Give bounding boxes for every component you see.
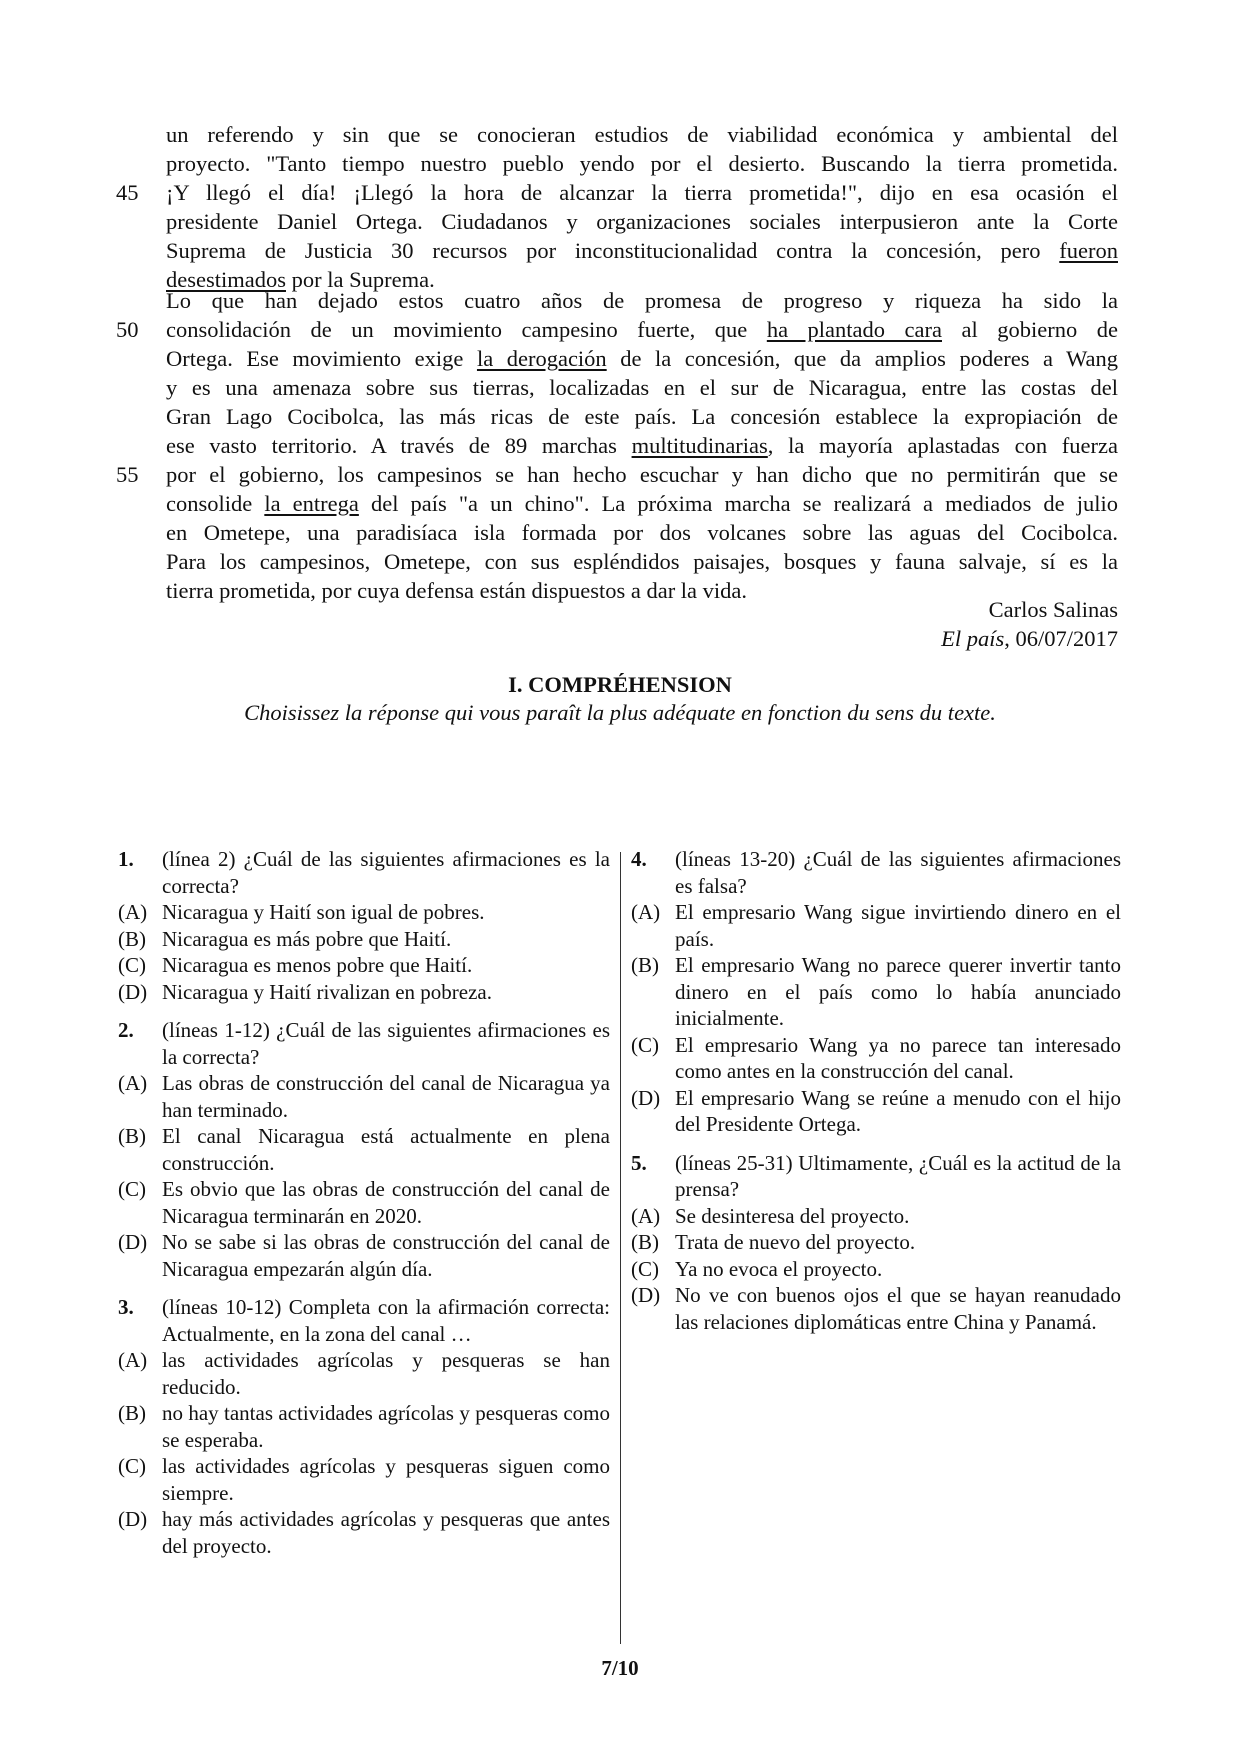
- answer-option[interactable]: (C) las actividades agrícolas y pesqueras siguen como siempre.: [118, 1454, 610, 1505]
- answer-option[interactable]: (A) Se desinteresa del proyecto.: [631, 1203, 910, 1228]
- answer-option[interactable]: (A) las actividades agrícolas y pesqueras se han reducido.: [118, 1348, 610, 1399]
- passage-line: Suprema de Justicia 30 recursos por inconstitucionalidad contra la concesión, pero fueron: [166, 238, 1118, 263]
- passage-line: desestimados por la Suprema.: [166, 267, 435, 292]
- question-5: 5. (líneas 25-31) Ultimamente, ¿Cuál es la actitud de la prensa? (A) Se desinteresa del proyecto. (B) Trata de nuevo del proyecto. (C) Ya no evoca el proyecto. (D) No ve con buenos ojos el que se hayan reanudado las relaciones diplomáticas entre China y Panamá.: [631, 1150, 1121, 1334]
- answer-option[interactable]: (A) Nicaragua y Haití son igual de pobres.: [118, 900, 485, 924]
- question-text: (líneas 1-12) ¿Cuál de las siguientes afirmaciones es la correcta?: [162, 1018, 610, 1069]
- underlined-term: la derogación: [476, 346, 607, 371]
- question-4: 4. (líneas 13-20) ¿Cuál de las siguientes afirmaciones es falsa? (A) El empresario Wang sigue invirtiendo dinero en el país. (B) El empresario Wang no parece querer invertir tanto dinero en el país como lo había anunciado inicialmente. (C) El empresario Wang ya no parece tan interesado como antes en la construcción del canal. (D) El empresario Wang se reúne a menudo con el hijo del Presidente Ortega.: [631, 847, 1121, 1136]
- underlined-term: desestimados: [166, 267, 286, 292]
- section-instruction: Choisissez la réponse qui vous paraît la plus adéquate en fonction du sens du texte.: [244, 700, 996, 725]
- line-number: 45: [116, 180, 139, 205]
- question-1: 1. (línea 2) ¿Cuál de las siguientes afirmaciones es la correcta? (A) Nicaragua y Haití son igual de pobres. (B) Nicaragua es más pobre que Haití. (C) Nicaragua es menos pobre que Haití. (D) Nicaragua y Haití rivalizan en pobreza.: [118, 847, 610, 1004]
- passage-line: Ortega. Ese movimiento exige la derogación de la concesión, que da amplios poderes a Wang: [166, 346, 1119, 371]
- signature-author: Carlos Salinas: [988, 597, 1118, 622]
- passage-line: presidente Daniel Ortega. Ciudadanos y organizaciones sociales interpusieron ante la Corte: [166, 209, 1118, 234]
- passage-line: ese vasto territorio. A través de 89 marchas multitudinarias, la mayoría aplastadas con fuerza: [166, 433, 1118, 458]
- answer-option[interactable]: (D) hay más actividades agrícolas y pesqueras que antes del proyecto.: [118, 1507, 610, 1558]
- underlined-term: multitudinarias: [631, 433, 768, 458]
- answer-option[interactable]: (C) El empresario Wang ya no parece tan interesado como antes en la construcción del canal.: [631, 1032, 1121, 1083]
- question-2: 2. (líneas 1-12) ¿Cuál de las siguientes afirmaciones es la correcta? (A) Las obras de construcción del canal de Nicaragua ya han terminado. (B) El canal Nicaragua está actualmente en plena construcción. (C) Es obvio que las obras de construcción del canal de Nicaragua terminarán en 2020. (D) No se sabe si las obras de construcción del canal de Nicaragua empezarán algún día.: [118, 1018, 610, 1281]
- passage-line: Lo que han dejado estos cuatro años de promesa de progreso y riqueza ha sido la: [166, 288, 1118, 313]
- question-text: (línea 2) ¿Cuál de las siguientes afirmaciones es la correcta?: [162, 847, 610, 898]
- answer-option[interactable]: (D) No se sabe si las obras de construcción del canal de Nicaragua empezarán algún día.: [118, 1230, 610, 1281]
- answer-option[interactable]: (C) Ya no evoca el proyecto.: [631, 1256, 883, 1281]
- answer-option[interactable]: (A) Las obras de construcción del canal de Nicaragua ya han terminado.: [118, 1071, 610, 1122]
- line-number: 50: [116, 317, 139, 342]
- passage-line: 50 consolidación de un movimiento campesino fuerte, que ha plantado cara al gobierno de: [116, 317, 1118, 342]
- underlined-term: fueron: [1059, 238, 1118, 263]
- signature-source: El país, 06/07/2017: [941, 626, 1118, 651]
- column-divider: [620, 852, 621, 1644]
- passage-line: Gran Lago Cocibolca, las más ricas de este país. La concesión establece la expropiación de: [166, 404, 1118, 429]
- passage-line: 55 por el gobierno, los campesinos se han hecho escuchar y han dicho que no permitirán que se: [116, 462, 1118, 487]
- passage-paragraph-1: [116, 120, 1118, 294]
- answer-option[interactable]: (D) El empresario Wang se reúne a menudo con el hijo del Presidente Ortega.: [631, 1085, 1121, 1136]
- answer-option[interactable]: (B) Trata de nuevo del proyecto.: [631, 1230, 916, 1254]
- question-text: (líneas 25-31) Ultimamente, ¿Cuál es la actitud de la prensa?: [675, 1150, 1121, 1201]
- underlined-term: la entrega: [264, 491, 359, 516]
- answer-option[interactable]: (A) El empresario Wang sigue invirtiendo dinero en el país.: [631, 900, 1121, 951]
- passage-line: consolide la entrega del país "a un chino". La próxima marcha se realizará a mediados de julio: [166, 491, 1119, 516]
- passage-line: en Ometepe, una paradisíaca isla formada por dos volcanes sobre las aguas del Cocibolca.: [166, 520, 1118, 545]
- question-text: (líneas 10-12) Completa con la afirmación correcta: Actualmente, en la zona del canal …: [162, 1295, 610, 1346]
- passage-line: 45 ¡Y llegó el día! ¡Llegó la hora de alcanzar la tierra prometida!", dijo en esa ocasión el: [116, 180, 1118, 205]
- question-3: 3. (líneas 10-12) Completa con la afirmación correcta: Actualmente, en la zona del canal … (A) las actividades agrícolas y pesqueras se han reducido. (B) no hay tantas actividades agrícolas y pesqueras como se esperaba. (C) las actividades agrícolas y pesqueras siguen como siempre. (D) hay más actividades agrícolas y pesqueras que antes del proyecto.: [118, 1295, 610, 1558]
- questions-column-left: [118, 846, 610, 1571]
- passage-line: tierra prometida, por cuya defensa están dispuestos a dar la vida.: [166, 578, 748, 603]
- answer-option[interactable]: (B) El empresario Wang no parece querer invertir tanto dinero en el país como lo había anunciado inicialmente.: [631, 953, 1121, 1030]
- question-text: (líneas 13-20) ¿Cuál de las siguientes afirmaciones es falsa?: [675, 847, 1121, 898]
- answer-option[interactable]: (D) No ve con buenos ojos el que se hayan reanudado las relaciones diplomáticas entre China y Panamá.: [631, 1283, 1121, 1334]
- answer-option[interactable]: (C) Es obvio que las obras de construcción del canal de Nicaragua terminarán en 2020.: [118, 1177, 610, 1228]
- underlined-term: ha plantado cara: [766, 317, 942, 342]
- answer-option[interactable]: (D) Nicaragua y Haití rivalizan en pobreza.: [118, 979, 493, 1004]
- questions-column-right: [631, 846, 1121, 1347]
- passage-line: proyecto. "Tanto tiempo nuestro pueblo yendo por el desierto. Buscando la tierra prometida.: [166, 151, 1118, 176]
- answer-option[interactable]: (C) Nicaragua es menos pobre que Haití.: [118, 953, 473, 977]
- page-number: 7/10: [601, 1656, 639, 1680]
- answer-option[interactable]: (B) no hay tantas actividades agrícolas y pesqueras como se esperaba.: [118, 1401, 610, 1452]
- answer-option[interactable]: (B) El canal Nicaragua está actualmente en plena construcción.: [118, 1124, 610, 1175]
- passage-paragraph-2: [116, 286, 1119, 605]
- passage-line: Para los campesinos, Ometepe, con sus espléndidos paisajes, bosques y fauna salvaje, sí es la: [166, 549, 1118, 574]
- passage-line: un referendo y sin que se conocieran estudios de viabilidad económica y ambiental del: [166, 122, 1118, 147]
- passage-line: y es una amenaza sobre sus tierras, localizadas en el sur de Nicaragua, entre las costas del: [166, 375, 1118, 400]
- line-number: 55: [116, 462, 139, 487]
- answer-option[interactable]: (B) Nicaragua es más pobre que Haití.: [118, 926, 452, 951]
- section-title: I. COMPRÉHENSION: [508, 672, 732, 697]
